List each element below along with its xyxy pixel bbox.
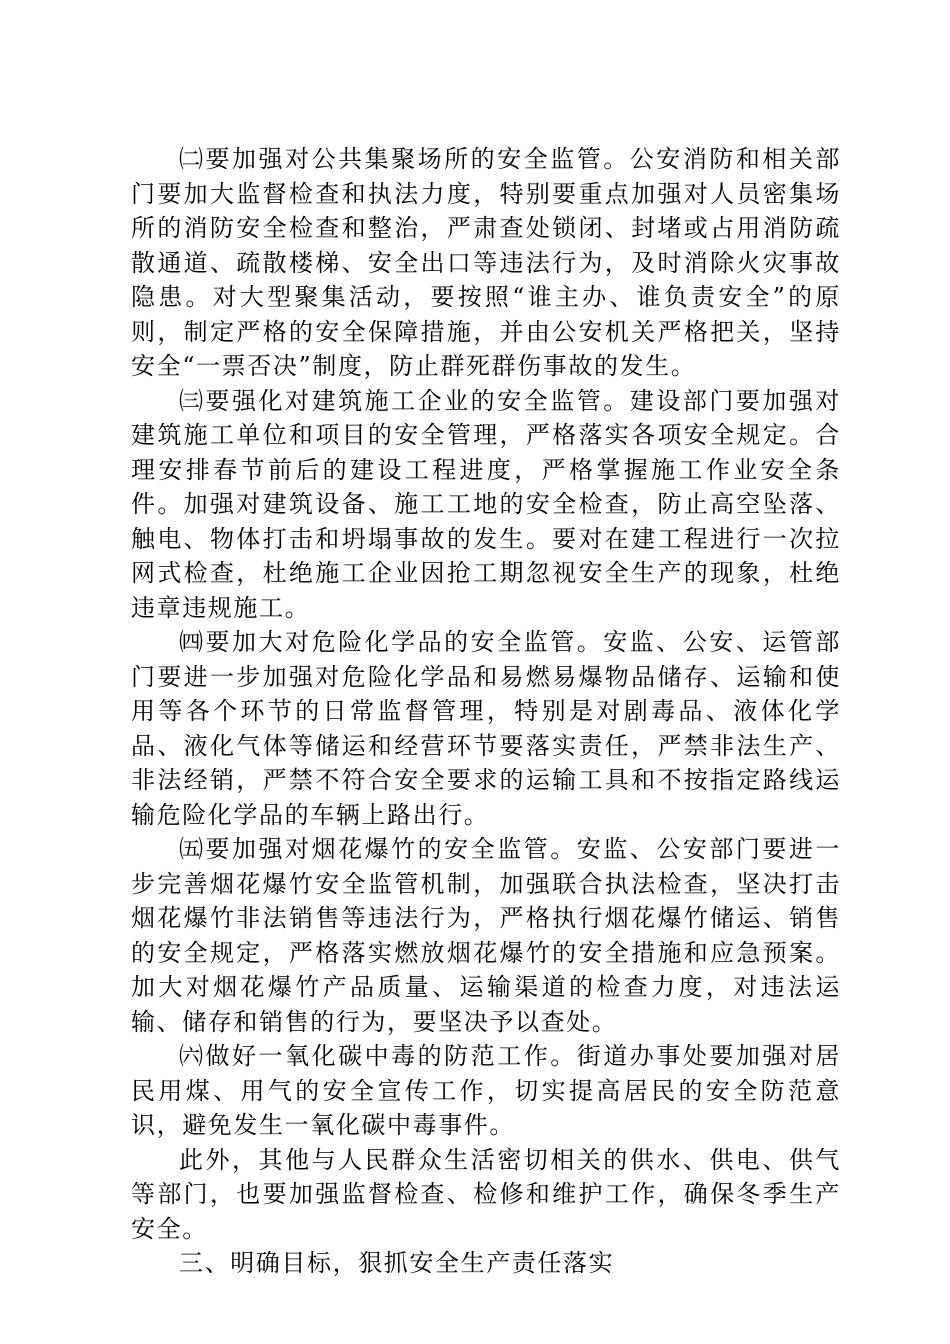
paragraph-carbon-monoxide: ㈥做好一氧化碳中毒的防范工作。街道办事处要加强对居民用煤、用气的安全宣传工作，切实提高居民的安全防范意识，避免发生一氧化碳中毒事件。: [131, 1042, 841, 1139]
paragraph-public-venues: ㈡要加强对公共集聚场所的安全监管。公安消防和相关部门要加大监督检查和执法力度，特别要重点加强对人员密集场所的消防安全检查和整治，严肃查处锁闭、封堵或占用消防疏散通道、疏散楼梯、安全出口等违法行为，及时消除火灾事故隐患。对大型聚集活动，要按照“谁主办、谁负责安全”的原则，制定严格的安全保障措施，并由公安机关严格把关，坚持安全“一票否决”制度，防止群死群伤事故的发生。: [131, 145, 841, 380]
section-heading: 三、明确目标，狠抓安全生产责任落实: [179, 1249, 615, 1277]
paragraph-hazardous-chemicals: ㈣要加大对危险化学品的安全监管。安监、公安、运管部门要进一步加强对危险化学品和易燃易爆物品储存、运输和使用等各个环节的日常监督管理，特别是对剧毒品、液体化学品、液化气体等储运和经营环节要落实责任，严禁非法生产、非法经销，严禁不符合安全要求的运输工具和不按指定路线运输危险化学品的车辆上路出行。: [131, 628, 841, 829]
paragraph-construction: ㈢要强化对建筑施工企业的安全监管。建设部门要加强对建筑施工单位和项目的安全管理，严格落实各项安全规定。合理安排春节前后的建设工程进度，严格掌握施工作业安全条件。加强对建筑设备、施工工地的安全检查，防止高空坠落、触电、物体打击和坍塌事故的发生。要对在建工程进行一次拉网式检查，杜绝施工企业因抢工期忽视安全生产的现象，杜绝违章违规施工。: [131, 386, 841, 622]
paragraph-fireworks: ㈤要加强对烟花爆竹的安全监管。安监、公安部门要进一步完善烟花爆竹安全监管机制，加强联合执法检查，坚决打击烟花爆竹非法销售等违法行为，严格执行烟花爆竹储运、销售的安全规定，严格落实燃放烟花爆竹的安全措施和应急预案。加大对烟花爆竹产品质量、运输渠道的检查力度，对违法运输、储存和销售的行为，要坚决予以查处。: [131, 835, 841, 1036]
document-body: [131, 142, 841, 1281]
paragraph-other-departments: 此外，其他与人民群众生活密切相关的供水、供电、供气等部门，也要加强监督检查、检修和维护工作，确保冬季生产安全。: [131, 1145, 841, 1243]
